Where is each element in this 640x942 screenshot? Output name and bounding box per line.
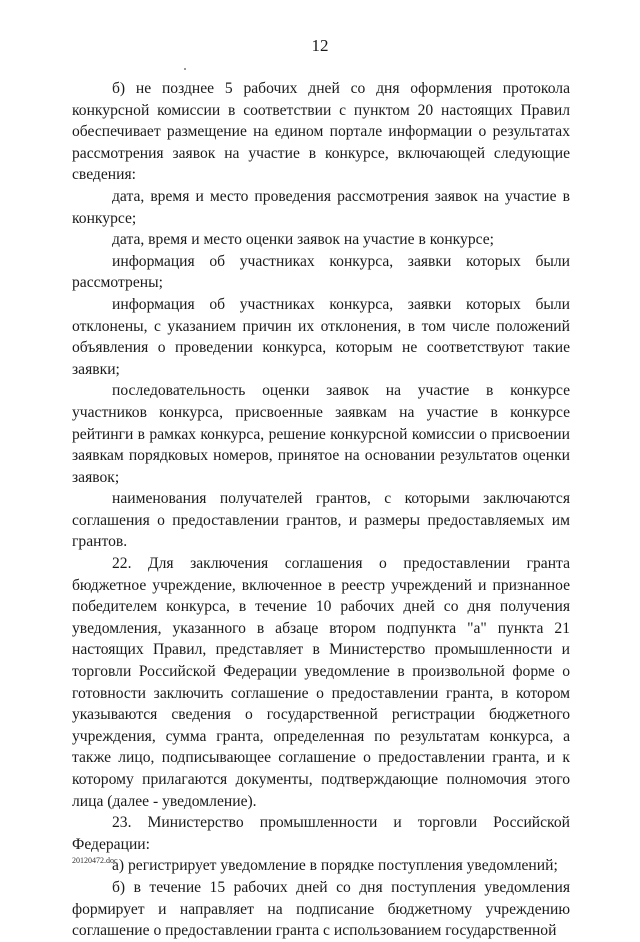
- scan-speck: [184, 68, 186, 70]
- paragraph-item-rejected-participants: информация об участниках конкурса, заявки которых были отклонены, с указанием причин их отклонения, в том числе положений объявления о проведении конкурса, которым не соответствуют такие заявки;: [72, 295, 570, 378]
- paragraph-item-reviewed-participants: информация об участниках конкурса, заявки которых были рассмотрены;: [72, 252, 570, 292]
- footer-file-name: 20120472.doc: [72, 856, 118, 865]
- paragraph-23a-registration: а) регистрирует уведомление в порядке поступления уведомлений;: [112, 857, 558, 875]
- paragraph-item-evaluation-sequence: последовательность оценки заявок на участие в конкурсе участников конкурса, присвоенные заявкам на участие в конкурсе рейтинги в рамках конкурса, решение конкурсной комиссии о присвоении заявкам порядковых номеров, принятое на основании результатов оценки заявок;: [72, 382, 570, 486]
- paragraph-b-publication: б) не позднее 5 рабочих дней со дня оформления протокола конкурсной комиссии в соответствии с пунктом 20 настоящих Правил обеспечивает размещение на едином портале информации о результатах рассмотрения заявок на участие в конкурсе, включающей следующие сведения:: [72, 80, 570, 184]
- document-body: [72, 78, 570, 942]
- page-number: 12: [311, 36, 329, 55]
- paragraph-item-grant-recipients: наименования получателей грантов, с которыми заключаются соглашения о предоставлении грантов, и размеры предоставляемых им грантов.: [72, 490, 570, 551]
- paragraph-22-agreement: 22. Для заключения соглашения о предоставлении гранта бюджетное учреждение, включенное в реестр учреждений и признанное победителем конкурса, в течение 10 рабочих дней со дня получения уведомления, указанного в абзаце втором подпункта "а" пункта 21 настоящих Правил, представляет в Министерство промышленности и торговли Российской Федерации уведомление в произвольной форме о готовности заключить соглашение о предоставлении гранта, в котором указываются сведения о государственной регистрации бюджетного учреждения, сумма гранта, определенная по результатам конкурса, а также лицо, подписывающее соглашение о предоставлении гранта, и к которому прилагаются документы, подтверждающие полномочия этого лица (далее - уведомление).: [72, 555, 570, 810]
- paragraph-23-ministry: 23. Министерство промышленности и торговли Российской Федерации:: [72, 814, 570, 853]
- paragraph-item-date-review: дата, время и место проведения рассмотрения заявок на участие в конкурсе;: [72, 187, 570, 227]
- paragraph-item-date-evaluation: дата, время и место оценки заявок на участие в конкурсе;: [112, 231, 494, 249]
- paragraph-23b-formation: б) в течение 15 рабочих дней со дня поступления уведомления формирует и направляет на подписание бюджетному учреждению соглашение о предоставлении гранта с использованием государственной: [72, 878, 570, 940]
